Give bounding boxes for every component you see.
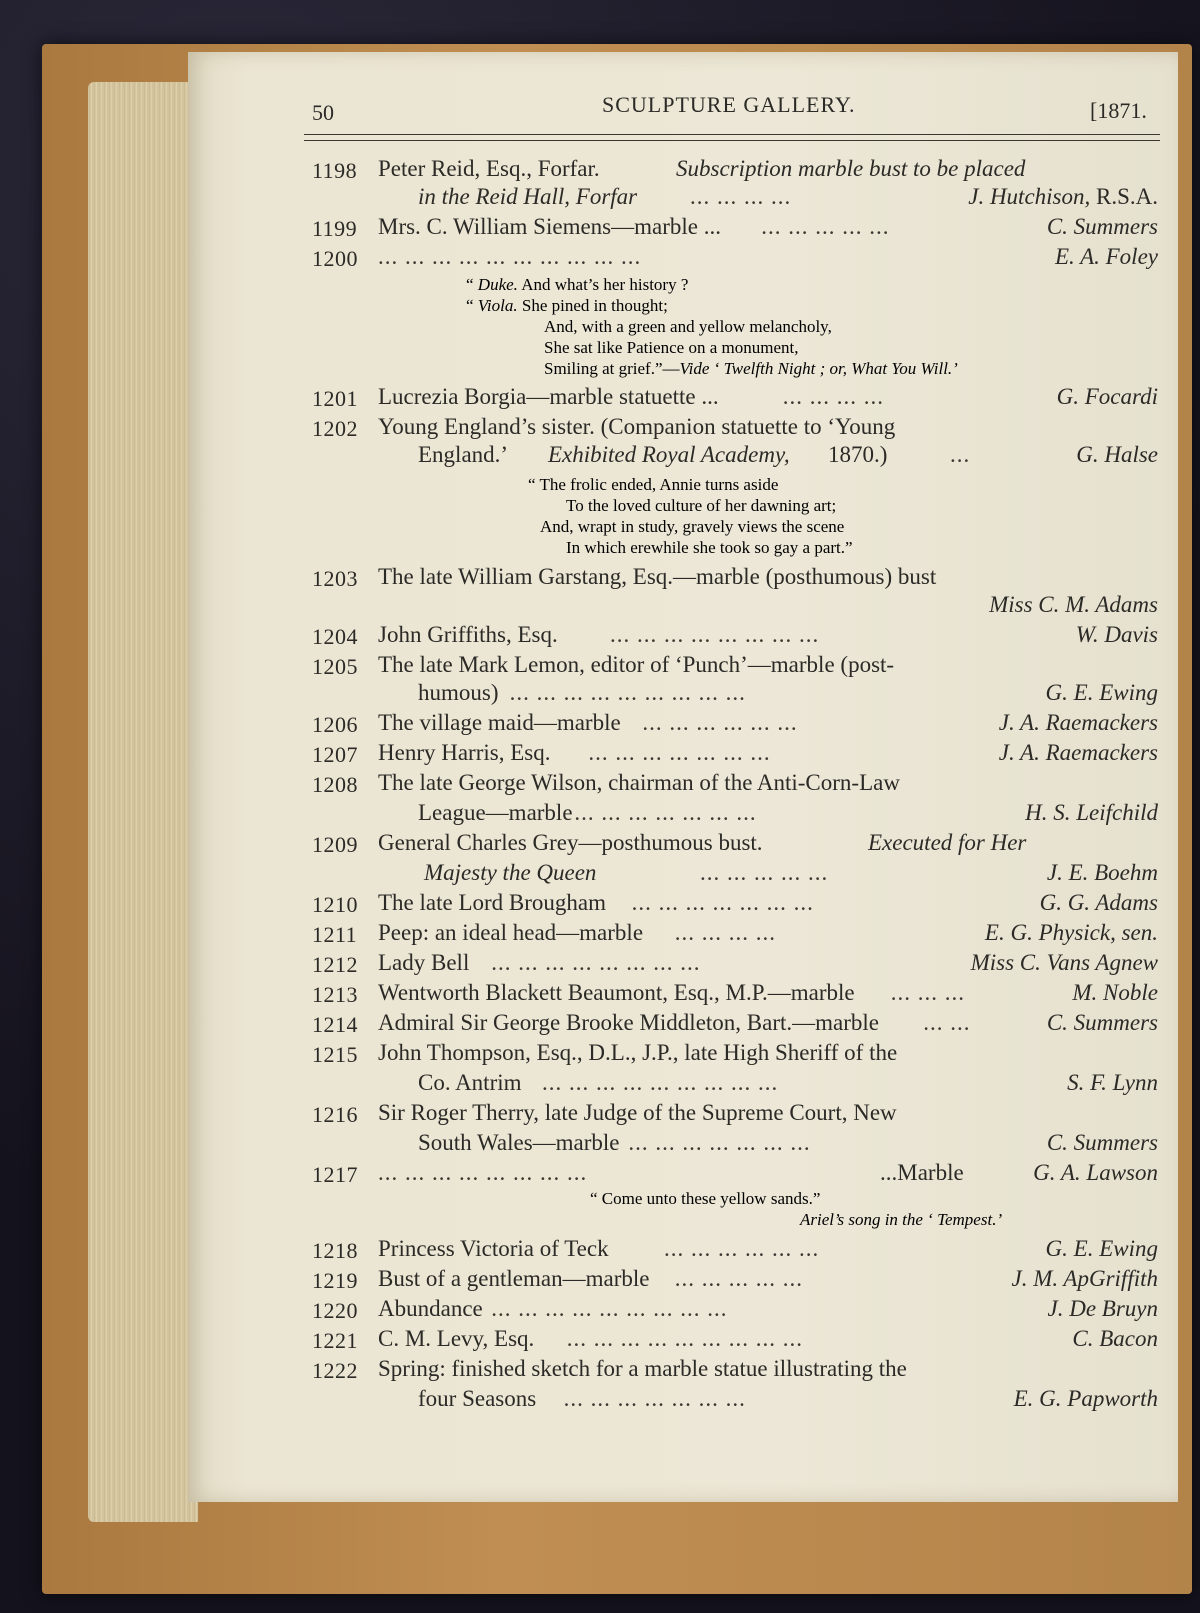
- artist: [1047, 1010, 1158, 1036]
- artist-name: J. A. Raemackers: [998, 740, 1158, 765]
- entry-title: Spring: finished sketch for a marble statue illustrating the: [378, 1356, 907, 1381]
- dot-leader: ... ... ... ... ... ... ...: [574, 800, 757, 825]
- entry-title: The late Mark Lemon, editor of ‘Punch’—marble (post-: [378, 652, 895, 677]
- entry-title: The late George Wilson, chairman of the Anti-Corn-Law: [378, 770, 900, 795]
- quote-line: “ Come unto these yellow sands.”: [590, 1189, 821, 1208]
- catalogue-number: 1208: [312, 772, 358, 797]
- artist: [1047, 860, 1158, 886]
- artist: [1033, 1160, 1158, 1186]
- speaker: Duke.: [477, 275, 518, 294]
- artist-name: H. S. Leifchild: [1025, 800, 1158, 825]
- dot-leader: ... ...: [923, 1010, 971, 1035]
- quote-line: “ The frolic ended, Annie turns aside: [528, 475, 779, 494]
- artist-name: W. Davis: [1075, 622, 1158, 647]
- dot-leader: ... ... ... ... ... ... ... ... ... ...: [378, 244, 642, 269]
- catalogue-number: 1210: [312, 892, 358, 917]
- entry-note: Executed for Her: [868, 830, 1027, 855]
- quote-line: In which erewhile she took so gay a part.”: [566, 538, 853, 557]
- artist-name: E. G. Physick, sen.: [984, 920, 1158, 945]
- catalogue-number: 1200: [312, 246, 358, 271]
- entry-medium: ...Marble: [880, 1160, 964, 1185]
- dot-leader: ... ... ... ... ... ... ... ...: [378, 1160, 588, 1185]
- artist-name: G. E. Ewing: [1045, 680, 1158, 705]
- quote-line: [466, 316, 958, 337]
- artist-name: C. Summers: [1046, 214, 1158, 239]
- catalogue-number: 1209: [312, 832, 358, 857]
- catalogue-number: 1207: [312, 742, 358, 767]
- artist-name: E. A. Foley: [1054, 244, 1158, 269]
- dot-leader: ... ... ... ... ... ... ...: [563, 1386, 746, 1411]
- catalogue-number: 1199: [312, 216, 358, 241]
- entry-title: The late Lord Brougham: [378, 890, 607, 915]
- artist-name: C. Bacon: [1072, 1326, 1158, 1351]
- artist-name: C. Summers: [1046, 1130, 1158, 1155]
- entry-title: Peter Reid, Esq., Forfar.: [378, 156, 600, 181]
- catalogue-number: 1217: [312, 1162, 358, 1187]
- catalogue-number: 1203: [312, 566, 358, 591]
- artist-name: C. Summers: [1046, 1010, 1158, 1035]
- artist: [999, 710, 1158, 736]
- catalogue-number: 1198: [312, 158, 358, 183]
- artist-name: J. De Bruyn: [1047, 1296, 1158, 1321]
- artist: [985, 920, 1158, 946]
- dot-leader: ... ... ... ... ... ... ... ... ...: [566, 1326, 804, 1351]
- quote-text: And, with a green and yellow melancholy,: [544, 317, 832, 336]
- catalogue-number: 1206: [312, 712, 358, 737]
- dot-leader: ... ... ... ...: [674, 920, 777, 945]
- artist: [1072, 1326, 1158, 1352]
- artist: [1025, 800, 1158, 826]
- artist: [1047, 214, 1158, 240]
- catalogue-number: 1204: [312, 624, 358, 649]
- quote-source: Ariel’s song in the ‘ Tempest.’: [800, 1210, 1003, 1229]
- entry-title: humous): [418, 680, 499, 705]
- entry-note: in the Reid Hall, Forfar: [418, 184, 638, 209]
- catalogue-number: 1202: [312, 416, 358, 441]
- quote-text: And what’s her history ?: [517, 275, 689, 294]
- dot-leader: ...: [950, 442, 971, 467]
- quote-text: Smiling at grief.”—: [544, 359, 680, 378]
- artist-name: G. A. Lawson: [1033, 1160, 1158, 1185]
- artist: [999, 740, 1158, 766]
- dot-leader: ... ... ... ...: [690, 184, 792, 209]
- artist-name: S. F. Lynn: [1067, 1070, 1158, 1095]
- artist-name: G. G. Adams: [1039, 890, 1158, 915]
- dot-leader: ... ... ... ... ... ... ... ...: [610, 622, 820, 647]
- artist-name: J. E. Boehm: [1046, 860, 1158, 885]
- entry-title: Peep: an ideal head—marble: [378, 920, 644, 945]
- entry-title: The village maid—marble: [378, 710, 621, 735]
- artist: [1067, 1070, 1158, 1096]
- artist: [989, 592, 1158, 618]
- catalogue-number: 1222: [312, 1358, 358, 1383]
- quote-source: Vide ‘ Twelfth Night ; or, What You Will.’: [679, 359, 958, 378]
- entry-title: Bust of a gentleman—marble: [378, 1266, 650, 1291]
- entry-title: Wentworth Blackett Beaumont, Esq., M.P.—marble: [378, 980, 855, 1005]
- catalogue-number: 1215: [312, 1042, 358, 1067]
- artist-name: G. Halse: [1076, 442, 1158, 467]
- catalogue-number: 1221: [312, 1328, 358, 1353]
- catalogue-number: 1214: [312, 1012, 358, 1037]
- entry-title: Henry Harris, Esq.: [378, 740, 551, 765]
- artist: [968, 184, 1158, 210]
- dot-leader: ... ... ... ...: [782, 384, 885, 409]
- entry-title: Princess Victoria of Teck: [378, 1236, 609, 1261]
- entry-title: Abundance: [378, 1296, 483, 1321]
- artist-name: G. Focardi: [1056, 384, 1158, 409]
- quote-line: [466, 274, 958, 295]
- artist-name: G. E. Ewing: [1045, 1236, 1158, 1261]
- quotation-poem: [528, 474, 853, 558]
- artist-name: Miss C. Vans Agnew: [970, 950, 1158, 975]
- artist: [1046, 1236, 1158, 1262]
- entry-note: Exhibited Royal Academy,: [548, 442, 790, 467]
- quote-line: [466, 295, 958, 316]
- page-number: 50: [312, 100, 334, 125]
- artist-name: Miss C. M. Adams: [989, 592, 1158, 617]
- artist: [1048, 1296, 1159, 1322]
- entry-title: Admiral Sir George Brooke Middleton, Bart.—marble: [378, 1010, 880, 1035]
- speaker: Viola.: [477, 296, 518, 315]
- entry-title: England.’: [418, 442, 509, 467]
- catalogue-number: 1216: [312, 1102, 358, 1127]
- entry-title: Co. Antrim: [418, 1070, 522, 1095]
- entry-title: C. M. Levy, Esq.: [378, 1326, 535, 1351]
- entry-title: South Wales—marble: [418, 1130, 620, 1155]
- artist-name: M. Noble: [1072, 980, 1158, 1005]
- catalogue-number: 1212: [312, 952, 358, 977]
- entry-title: League—marble: [418, 800, 573, 825]
- artist-name: J. M. ApGriffith: [1011, 1266, 1158, 1291]
- quote-mark: “: [466, 275, 478, 294]
- dot-leader: ... ... ... ... ... ... ...: [588, 740, 771, 765]
- dot-leader: ... ... ... ... ... ... ...: [631, 890, 814, 915]
- catalogue-number: 1201: [312, 386, 358, 411]
- dot-leader: ... ... ... ... ... ...: [642, 710, 798, 735]
- entry-note: 1870.): [828, 442, 888, 467]
- dot-leader: ... ... ... ... ... ... ... ... ...: [509, 680, 746, 705]
- dot-leader: ... ... ... ... ...: [700, 860, 829, 885]
- artist: [1057, 384, 1158, 410]
- dot-leader: ... ... ... ... ... ... ... ...: [491, 950, 701, 975]
- dot-leader: ... ... ... ... ... ... ... ... ...: [542, 1070, 779, 1095]
- artist-suffix: R.S.A.: [1090, 184, 1158, 209]
- page-title: SCULPTURE GALLERY.: [602, 92, 856, 117]
- entry-title: four Seasons: [418, 1386, 537, 1411]
- artist: [971, 950, 1158, 976]
- catalogue-number: 1220: [312, 1298, 358, 1323]
- entry-title: Lucrezia Borgia—marble statuette ...: [378, 384, 719, 409]
- entry-title: Mrs. C. William Siemens—marble ...: [378, 214, 721, 239]
- quote-line: [466, 358, 958, 379]
- entry-title: General Charles Grey—posthumous bust.: [378, 830, 763, 855]
- dot-leader: ... ... ... ... ...: [674, 1266, 804, 1291]
- dot-leader: ... ... ... ... ... ... ...: [628, 1130, 811, 1155]
- quote-text: She sat like Patience on a monument,: [544, 338, 799, 357]
- header-rule: [304, 134, 1160, 141]
- dot-leader: ... ... ... ... ... ... ... ... ...: [491, 1296, 728, 1321]
- artist: [1047, 1130, 1158, 1156]
- artist: [1011, 1266, 1158, 1292]
- artist: [1014, 1386, 1158, 1412]
- entry-note: Majesty the Queen: [424, 860, 597, 885]
- quote-line: [466, 337, 958, 358]
- artist-name: J. Hutchison,: [968, 184, 1091, 209]
- quote-mark: “: [466, 296, 478, 315]
- catalogue-number: 1219: [312, 1268, 358, 1293]
- quote-line: And, wrapt in study, gravely views the scene: [540, 517, 845, 536]
- catalogue-number: 1211: [312, 922, 358, 947]
- artist-name: E. G. Papworth: [1013, 1386, 1158, 1411]
- artist-name: J. A. Raemackers: [998, 710, 1158, 735]
- quote-text: She pined in thought;: [517, 296, 668, 315]
- entry-title: Lady Bell: [378, 950, 470, 975]
- page-edges: [88, 82, 198, 1522]
- artist: [1040, 890, 1158, 916]
- artist: [1072, 980, 1158, 1006]
- quotation-twelfth-night: [466, 274, 958, 379]
- catalogue-number: 1213: [312, 982, 358, 1007]
- page-year: [1871.: [1090, 98, 1147, 123]
- dot-leader: ... ... ... ... ... ...: [664, 1236, 820, 1261]
- quote-line: To the loved culture of her dawning art;: [566, 496, 837, 515]
- entry-title: Young England’s sister. (Companion statuette to ‘Young: [378, 414, 896, 439]
- artist: [1046, 680, 1158, 706]
- entry-title: John Thompson, Esq., D.L., J.P., late High Sheriff of the: [378, 1040, 898, 1065]
- catalogue-number: 1205: [312, 654, 358, 679]
- dot-leader: ... ... ... ... ...: [761, 214, 890, 239]
- artist: [1076, 622, 1158, 648]
- quotation-tempest: [560, 1188, 1002, 1230]
- entry-title: Sir Roger Therry, late Judge of the Supreme Court, New: [378, 1100, 897, 1125]
- artist: [1076, 442, 1158, 468]
- artist: [1055, 244, 1158, 270]
- catalogue-number: 1218: [312, 1238, 358, 1263]
- entry-title: The late William Garstang, Esq.—marble (posthumous) bust: [378, 564, 937, 589]
- dot-leader: ... ... ...: [890, 980, 966, 1005]
- entry-note: Subscription marble bust to be placed: [676, 156, 1026, 181]
- entry-title: John Griffiths, Esq.: [378, 622, 558, 647]
